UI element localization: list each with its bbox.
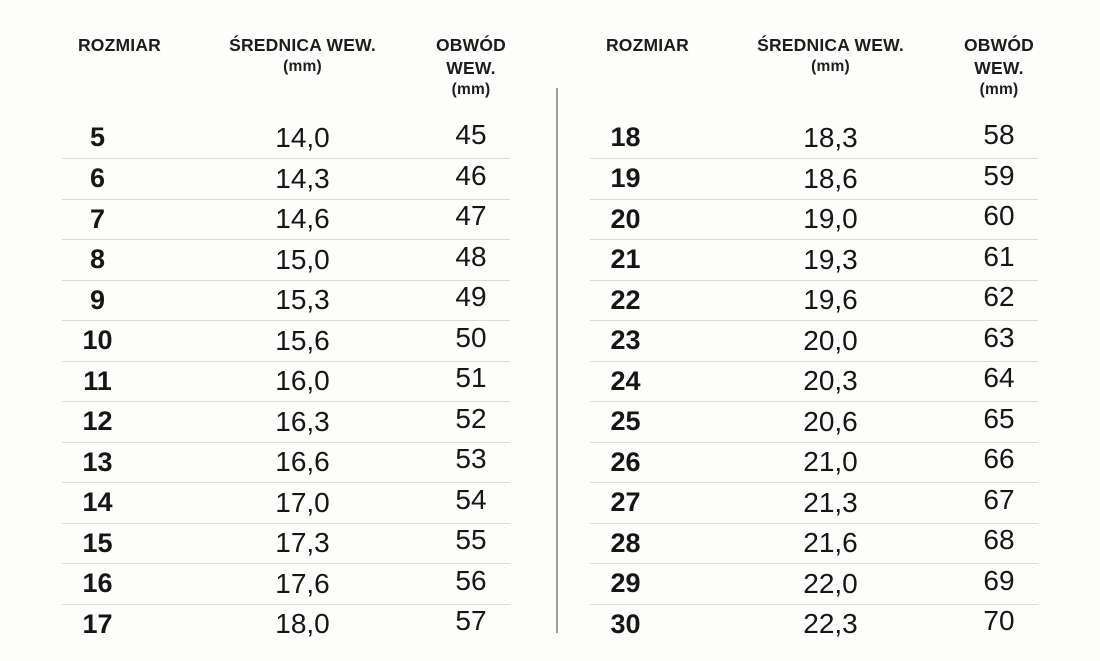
column-header-diameter [723,34,938,101]
size-value: 19 [610,163,641,194]
column-header-diameter [195,34,410,101]
size-table-right [590,28,1038,644]
circumference-value: 61 [983,240,1015,272]
size-value: 17 [82,608,113,639]
circumference-value: 69 [983,564,1015,596]
table-row [62,563,510,604]
size-value: 18 [610,122,641,153]
diameter-value: 17,3 [275,527,330,559]
size-value: 9 [89,284,106,315]
circumference-value: 60 [983,200,1015,232]
size-value: 12 [82,406,113,437]
size-value: 20 [610,203,641,234]
diameter-value: 20,6 [803,405,858,437]
table-row [590,401,1038,442]
column-header-diameter-label: ŚREDNICA WEW. [757,35,904,55]
diameter-value: 16,3 [275,405,330,437]
diameter-value: 14,6 [275,203,330,235]
column-header-circumference-unit: (mm) [451,81,491,99]
circumference-value: 64 [983,362,1015,394]
table-row [590,239,1038,280]
column-header-size-label: ROZMIAR [605,35,690,55]
column-header-circumference-unit: (mm) [979,81,1019,99]
diameter-value: 19,0 [803,203,858,235]
diameter-value: 17,6 [275,567,330,599]
table-body [590,118,1038,645]
circumference-value: 63 [983,321,1015,353]
table-divider [556,88,558,633]
diameter-value: 19,3 [803,243,858,275]
circumference-value: 47 [455,200,487,232]
circumference-value: 56 [455,564,487,596]
diameter-value: 15,6 [275,324,330,356]
size-value: 23 [610,325,641,356]
table-row [590,320,1038,361]
size-value: 21 [610,244,641,275]
diameter-value: 22,3 [803,608,858,640]
column-header-diameter-unit: (mm) [811,58,850,76]
diameter-value: 15,3 [275,284,330,316]
table-row [590,482,1038,523]
table-row [62,239,510,280]
table-row [62,442,510,483]
diameter-value: 18,3 [803,121,858,153]
diameter-value: 14,0 [275,121,330,153]
circumference-value: 52 [455,402,487,434]
size-value: 25 [610,406,641,437]
size-value: 16 [82,568,113,599]
table-body [62,118,510,645]
diameter-value: 19,6 [803,284,858,316]
diameter-value: 21,0 [803,446,858,478]
circumference-value: 45 [455,118,487,150]
column-header-circumference [412,34,530,101]
table-row [590,199,1038,240]
circumference-value: 68 [983,524,1015,556]
circumference-value: 49 [455,281,487,313]
diameter-value: 16,6 [275,446,330,478]
circumference-value: 48 [455,240,487,272]
column-header-size [62,34,177,101]
circumference-value: 53 [455,443,487,475]
table-row [62,604,510,645]
diameter-value: 22,0 [803,567,858,599]
table-header-row [590,28,1038,101]
table-row [590,118,1038,159]
column-header-diameter-unit: (mm) [283,58,322,76]
diameter-value: 20,3 [803,365,858,397]
table-row [62,523,510,564]
table-row [590,523,1038,564]
diameter-value: 14,3 [275,162,330,194]
circumference-value: 66 [983,443,1015,475]
table-row [62,280,510,321]
size-value: 29 [610,568,641,599]
circumference-value: 59 [983,159,1015,191]
circumference-value: 55 [455,524,487,556]
diameter-value: 21,6 [803,527,858,559]
circumference-value: 70 [983,605,1015,637]
size-value: 14 [82,487,113,518]
table-row [590,361,1038,402]
table-row [590,158,1038,199]
table-header-row [62,28,510,101]
circumference-value: 57 [455,605,487,637]
column-header-circumference-label: OBWÓD WEW. [435,35,507,79]
table-row [62,320,510,361]
column-header-size-label: ROZMIAR [77,35,162,55]
size-value: 5 [89,122,106,153]
circumference-value: 65 [983,402,1015,434]
table-row [62,118,510,159]
diameter-value: 18,6 [803,162,858,194]
circumference-value: 51 [455,362,487,394]
size-value: 24 [610,365,641,396]
diameter-value: 16,0 [275,365,330,397]
circumference-value: 58 [983,118,1015,150]
table-row [590,280,1038,321]
diameter-value: 21,3 [803,486,858,518]
size-value: 30 [610,608,641,639]
size-value: 10 [82,325,113,356]
size-value: 27 [610,487,641,518]
table-row [590,442,1038,483]
size-value: 6 [89,163,106,194]
diameter-value: 20,0 [803,324,858,356]
size-table-left [62,28,510,644]
column-header-circumference [940,34,1058,101]
size-value: 26 [610,446,641,477]
size-value: 28 [610,527,641,558]
size-value: 15 [82,527,113,558]
diameter-value: 18,0 [275,608,330,640]
diameter-value: 17,0 [275,486,330,518]
column-header-circumference-label: OBWÓD WEW. [963,35,1035,79]
table-row [62,401,510,442]
table-row [590,604,1038,645]
column-header-size [590,34,705,101]
circumference-value: 54 [455,483,487,515]
size-value: 22 [610,284,641,315]
circumference-value: 62 [983,281,1015,313]
circumference-value: 46 [455,159,487,191]
table-row [62,361,510,402]
column-header-diameter-label: ŚREDNICA WEW. [229,35,376,55]
table-row [590,563,1038,604]
table-row [62,158,510,199]
circumference-value: 67 [983,483,1015,515]
circumference-value: 50 [455,321,487,353]
size-value: 11 [83,365,112,396]
size-value: 13 [82,446,113,477]
size-value: 8 [89,244,106,275]
size-value: 7 [89,203,106,234]
diameter-value: 15,0 [275,243,330,275]
table-row [62,482,510,523]
table-row [62,199,510,240]
